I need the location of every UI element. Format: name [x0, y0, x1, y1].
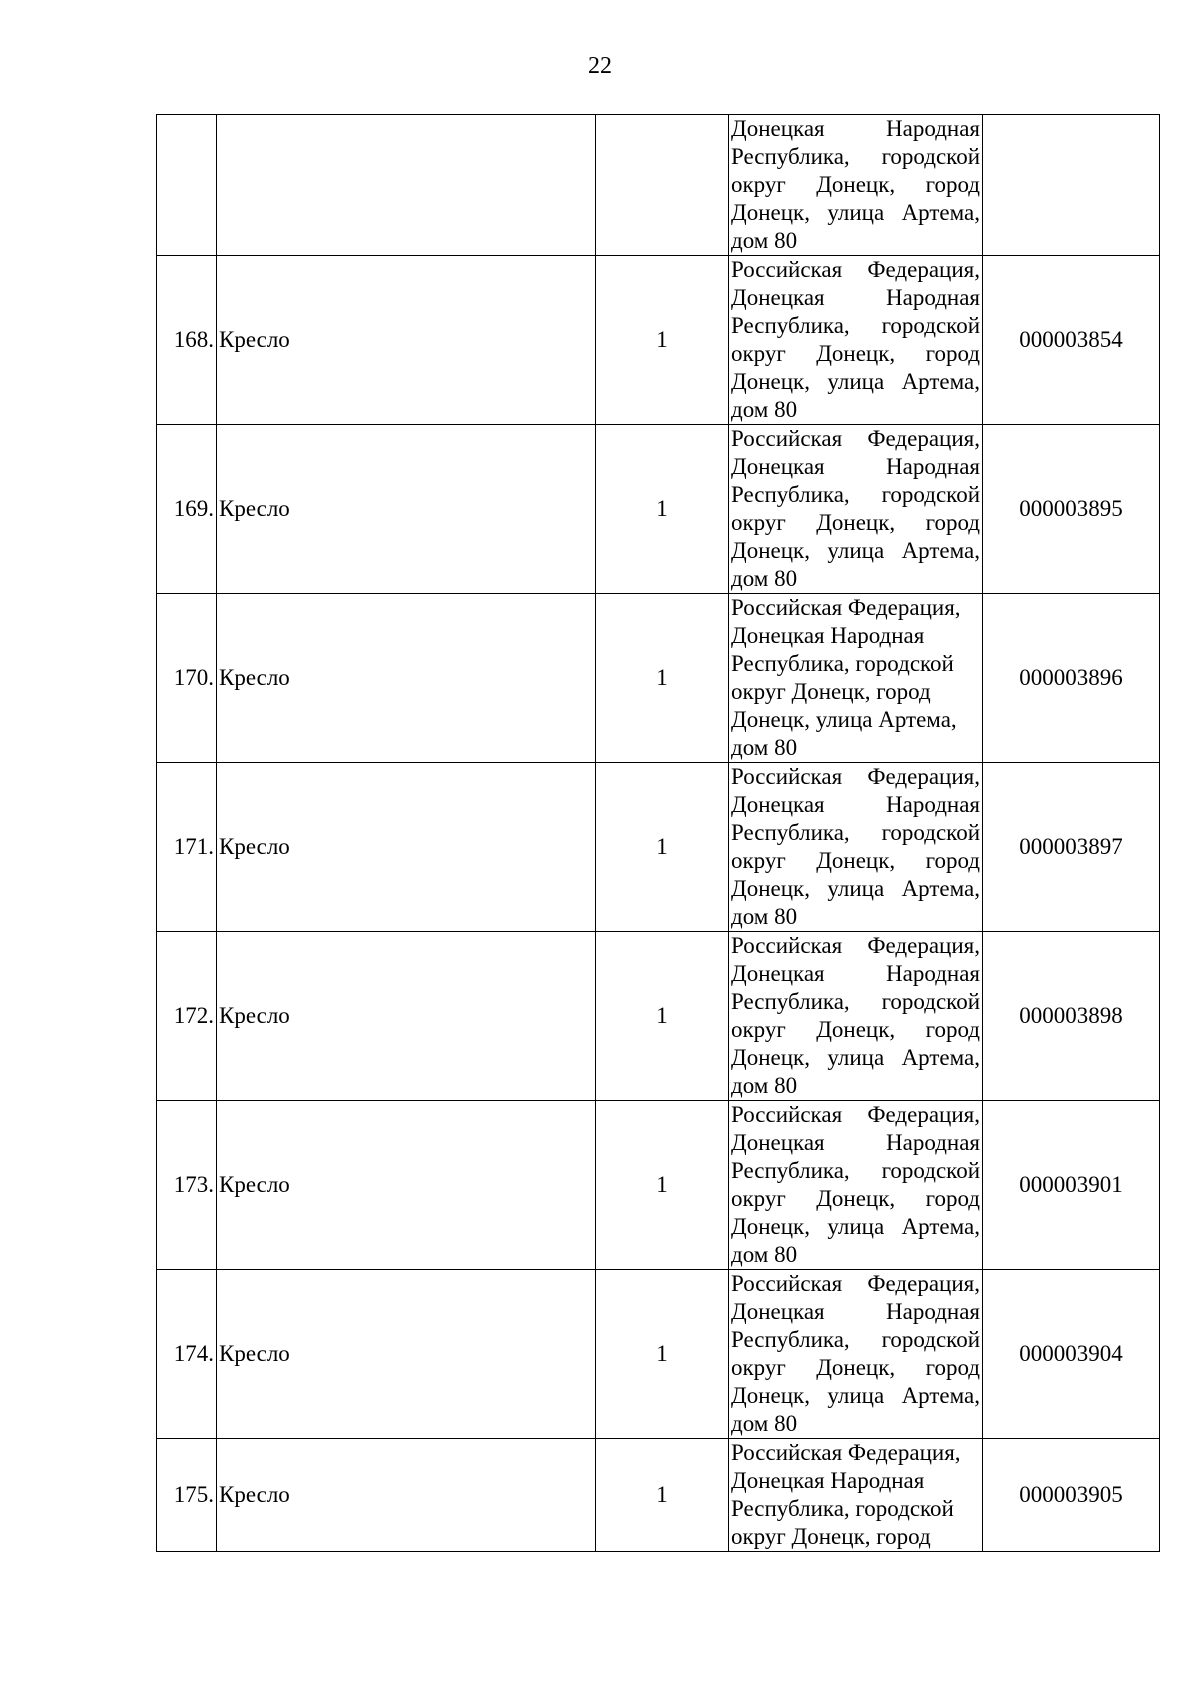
address-line: Российская Федерация,	[731, 1440, 961, 1465]
address-line: дом 80	[731, 566, 798, 591]
address-line: Российская Федерация,	[731, 1102, 980, 1127]
inventory-table	[156, 114, 1160, 1552]
address-line: Донецк, улица Артема,	[731, 876, 980, 901]
item-name-cell: Кресло	[217, 1439, 596, 1552]
address-line: Российская Федерация,	[731, 764, 980, 789]
table-row	[157, 594, 1160, 763]
address-cell	[729, 594, 983, 763]
item-name-cell: Кресло	[217, 425, 596, 594]
quantity-cell: 1	[596, 1270, 729, 1439]
row-number-cell: 173.	[157, 1101, 217, 1270]
address-line: Донецкая Народная	[731, 1468, 925, 1493]
quantity-cell: 1	[596, 256, 729, 425]
inventory-number-cell: 000003905	[983, 1439, 1160, 1552]
address-line: округ Донецк, город	[731, 510, 980, 535]
address-line: Донецкая Народная	[731, 1299, 980, 1324]
address-line: Российская Федерация,	[731, 1271, 980, 1296]
address-line: округ Донецк, город	[731, 848, 980, 873]
address-line: округ Донецк, город	[731, 1524, 931, 1549]
address-line: Донецк, улица Артема,	[731, 538, 980, 563]
inventory-number-cell: 000003897	[983, 763, 1160, 932]
quantity-cell: 1	[596, 594, 729, 763]
address-line: Донецк, улица Артема,	[731, 1383, 980, 1408]
address-cell	[729, 115, 983, 256]
address-line: Республика, городской	[731, 1496, 954, 1521]
address-line: Донецкая Народная	[731, 792, 980, 817]
address-line: Российская Федерация,	[731, 257, 980, 282]
address-line: Донецкая Народная	[731, 1130, 980, 1155]
item-name-cell: Кресло	[217, 763, 596, 932]
table-row	[157, 763, 1160, 932]
item-name-cell: Кресло	[217, 594, 596, 763]
table-row	[157, 932, 1160, 1101]
row-number-cell: 169.	[157, 425, 217, 594]
address-cell	[729, 1270, 983, 1439]
address-line: Донецк, улица Артема,	[731, 1214, 980, 1239]
address-line: Республика, городской	[731, 482, 980, 507]
address-line: Донецк, улица Артема,	[731, 707, 957, 732]
table-row	[157, 1101, 1160, 1270]
address-line: Донецкая Народная	[731, 285, 980, 310]
address-line: дом 80	[731, 735, 798, 760]
table-body	[157, 115, 1160, 1552]
address-line: Донецкая Народная	[731, 454, 980, 479]
inventory-number-cell: 000003904	[983, 1270, 1160, 1439]
row-number-cell	[157, 115, 217, 256]
inventory-number-cell: 000003854	[983, 256, 1160, 425]
row-number-cell: 175.	[157, 1439, 217, 1552]
address-line: Республика, городской	[731, 820, 980, 845]
address-line: дом 80	[731, 228, 798, 253]
address-line: округ Донецк, город	[731, 1017, 980, 1042]
inventory-number-cell: 000003896	[983, 594, 1160, 763]
inventory-number-cell: 000003895	[983, 425, 1160, 594]
address-line: Республика, городской	[731, 651, 954, 676]
row-number-cell: 174.	[157, 1270, 217, 1439]
address-line: округ Донецк, город	[731, 1355, 980, 1380]
row-number-cell: 170.	[157, 594, 217, 763]
item-name-cell	[217, 115, 596, 256]
address-line: Республика, городской	[731, 1158, 980, 1183]
address-cell	[729, 763, 983, 932]
quantity-cell	[596, 115, 729, 256]
address-cell	[729, 932, 983, 1101]
item-name-cell: Кресло	[217, 256, 596, 425]
address-line: Республика, городской	[731, 144, 980, 169]
address-line: Российская Федерация,	[731, 933, 980, 958]
address-line: Республика, городской	[731, 1327, 980, 1352]
address-line: Российская Федерация,	[731, 595, 961, 620]
table-row	[157, 115, 1160, 256]
address-cell	[729, 425, 983, 594]
address-line: Донецкая Народная	[731, 116, 980, 141]
address-line: дом 80	[731, 1411, 798, 1436]
address-line: округ Донецк, город	[731, 679, 931, 704]
address-cell	[729, 256, 983, 425]
item-name-cell: Кресло	[217, 1101, 596, 1270]
inventory-number-cell	[983, 115, 1160, 256]
address-line: дом 80	[731, 1242, 798, 1267]
address-line: Донецкая Народная	[731, 623, 925, 648]
address-cell	[729, 1439, 983, 1552]
address-line: Донецкая Народная	[731, 961, 980, 986]
address-line: дом 80	[731, 397, 798, 422]
address-line: Донецк, улица Артема,	[731, 369, 980, 394]
row-number-cell: 172.	[157, 932, 217, 1101]
row-number-cell: 171.	[157, 763, 217, 932]
quantity-cell: 1	[596, 1101, 729, 1270]
inventory-number-cell: 000003901	[983, 1101, 1160, 1270]
address-line: Республика, городской	[731, 989, 980, 1014]
quantity-cell: 1	[596, 1439, 729, 1552]
address-line: Российская Федерация,	[731, 426, 980, 451]
address-cell	[729, 1101, 983, 1270]
address-line: Донецк, улица Артема,	[731, 200, 980, 225]
address-line: округ Донецк, город	[731, 172, 980, 197]
quantity-cell: 1	[596, 932, 729, 1101]
row-number-cell: 168.	[157, 256, 217, 425]
table-row	[157, 256, 1160, 425]
table-row	[157, 1270, 1160, 1439]
address-line: Республика, городской	[731, 313, 980, 338]
address-line: дом 80	[731, 1073, 798, 1098]
address-line: округ Донецк, город	[731, 1186, 980, 1211]
address-line: Донецк, улица Артема,	[731, 1045, 980, 1070]
address-line: округ Донецк, город	[731, 341, 980, 366]
page-number: 22	[588, 53, 612, 79]
item-name-cell: Кресло	[217, 932, 596, 1101]
item-name-cell: Кресло	[217, 1270, 596, 1439]
address-line: дом 80	[731, 904, 798, 929]
quantity-cell: 1	[596, 425, 729, 594]
table-row	[157, 1439, 1160, 1552]
inventory-number-cell: 000003898	[983, 932, 1160, 1101]
quantity-cell: 1	[596, 763, 729, 932]
table-row	[157, 425, 1160, 594]
